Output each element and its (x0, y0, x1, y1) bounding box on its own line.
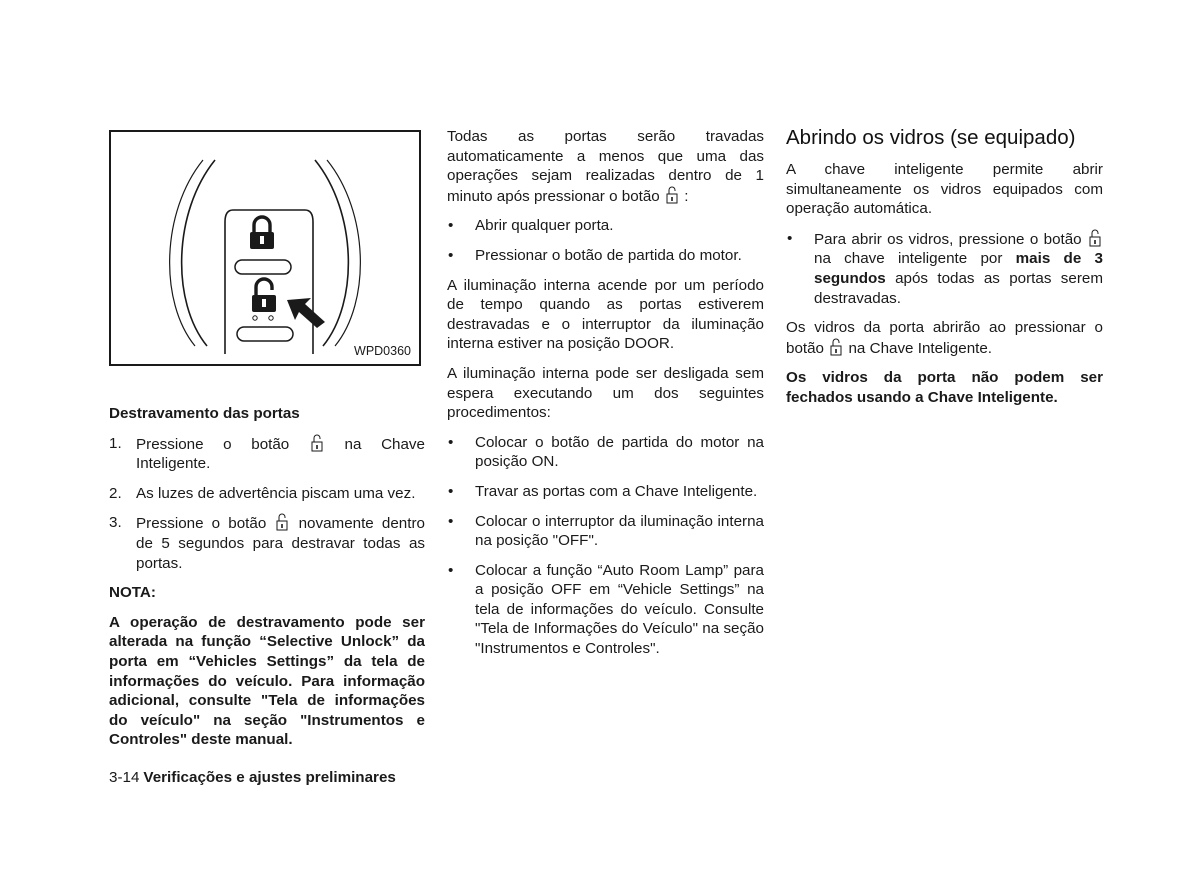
section-heading: Abrindo os vidros (se equipado) (786, 126, 1076, 149)
middle-column (447, 127, 764, 669)
item-text: Pressione o botão na Chave Inteligente. (136, 435, 425, 473)
list-item: • Colocar o interruptor da iluminação interna na posição "OFF". (448, 512, 764, 550)
list-item: • Colocar o botão de partida do motor na posição ON. (448, 433, 764, 471)
paragraph: Todas as portas serão travadas automaticamente a menos que uma das operações sejam realizadas dentro de 1 minuto após pressionar o botão : (447, 128, 764, 205)
item-text: Pressionar o botão de partida do motor. (475, 246, 742, 264)
item-text: Abrir qualquer porta. (475, 217, 614, 235)
item-text: Colocar o interruptor da iluminação interna na posição "OFF". (475, 512, 764, 550)
right-column (786, 126, 1103, 418)
unlock-icon (252, 279, 276, 312)
page-footer (109, 769, 396, 786)
smart-key-figure (109, 130, 421, 366)
section-heading: Destravamento das portas (109, 405, 300, 422)
lock-icon (250, 217, 274, 249)
list-item (109, 484, 425, 504)
item-text: Colocar o botão de partida do motor na posição ON. (475, 433, 764, 471)
list-item (109, 434, 425, 474)
left-column (109, 130, 425, 760)
arrow-icon (287, 298, 325, 328)
list-item: • Para abrir os vidros, pressione o botão na chave inteligente por mais de 3 segundos após todas as portas serem destravadas. (787, 229, 1103, 307)
item-number: 2. (109, 484, 122, 502)
chapter-title: Verificações e ajustes preliminares (143, 769, 396, 786)
item-text: Para abrir os vidros, pressione o botão na chave inteligente por mais de 3 segundos após todas as portas serem destravadas. (814, 230, 1103, 307)
list-item: • Abrir qualquer porta. (447, 216, 764, 236)
figure-code: WPD0360 (354, 344, 411, 359)
note-text: A operação de destravamento pode ser alterada na função “Selective Unlock” da porta em “Vehicles Settings” da tela de informações do veículo. Para informação adicional, consulte "Tela de informações do veículo" na seção "Instrumentos e Controles" deste manual. (109, 613, 425, 749)
paragraph: A chave inteligente permite abrir simultaneamente os vidros equipados com operação automática. (786, 161, 1103, 218)
item-text: Pressione o botão novamente dentro de 5 segundos para destravar todas as portas. (136, 515, 425, 572)
note-label: NOTA: (109, 584, 156, 602)
paragraph: Os vidros da porta abrirão ao pressionar o botão na Chave Inteligente. (786, 319, 1103, 357)
warning-text: Os vidros da porta não podem ser fechados usando a Chave Inteligente. (786, 369, 1103, 406)
unlock-icon (666, 186, 678, 204)
list-item: • Travar as portas com a Chave Inteligente. (447, 482, 764, 502)
paragraph: A iluminação interna acende por um período de tempo quando as portas estiverem destravadas e o interruptor da iluminação interna estiver na posição DOOR. (447, 276, 764, 353)
unlock-icon (1089, 229, 1101, 247)
item-text: As luzes de advertência piscam uma vez. (136, 484, 416, 502)
list-item: • Colocar a função “Auto Room Lamp” para a posição OFF em “Vehicle Settings” na tela de informações do veículo. Consulte "Tela de Informações do Veículo" na seção "Instrumentos e Controles". (448, 561, 764, 658)
unlock-icon (276, 513, 288, 531)
item-number: 3. (109, 514, 122, 532)
unlock-icon (830, 338, 842, 356)
list-item: • Pressionar o botão de partida do motor. (447, 246, 764, 266)
unlock-icon (311, 434, 323, 452)
list-item (109, 513, 425, 573)
item-text: Travar as portas com a Chave Inteligente. (475, 482, 758, 500)
paragraph: A iluminação interna pode ser desligada sem espera executando um dos seguintes procedimentos: (447, 364, 764, 422)
item-number: 1. (109, 434, 122, 452)
smart-key-illustration (111, 132, 419, 364)
page-number: 3-14 (109, 769, 140, 786)
item-text: Colocar a função “Auto Room Lamp” para a posição OFF em “Vehicle Settings” na tela de informações do veículo. Consulte "Tela de Informações do Veículo" na seção "Instrumentos e Controles". (475, 561, 764, 658)
